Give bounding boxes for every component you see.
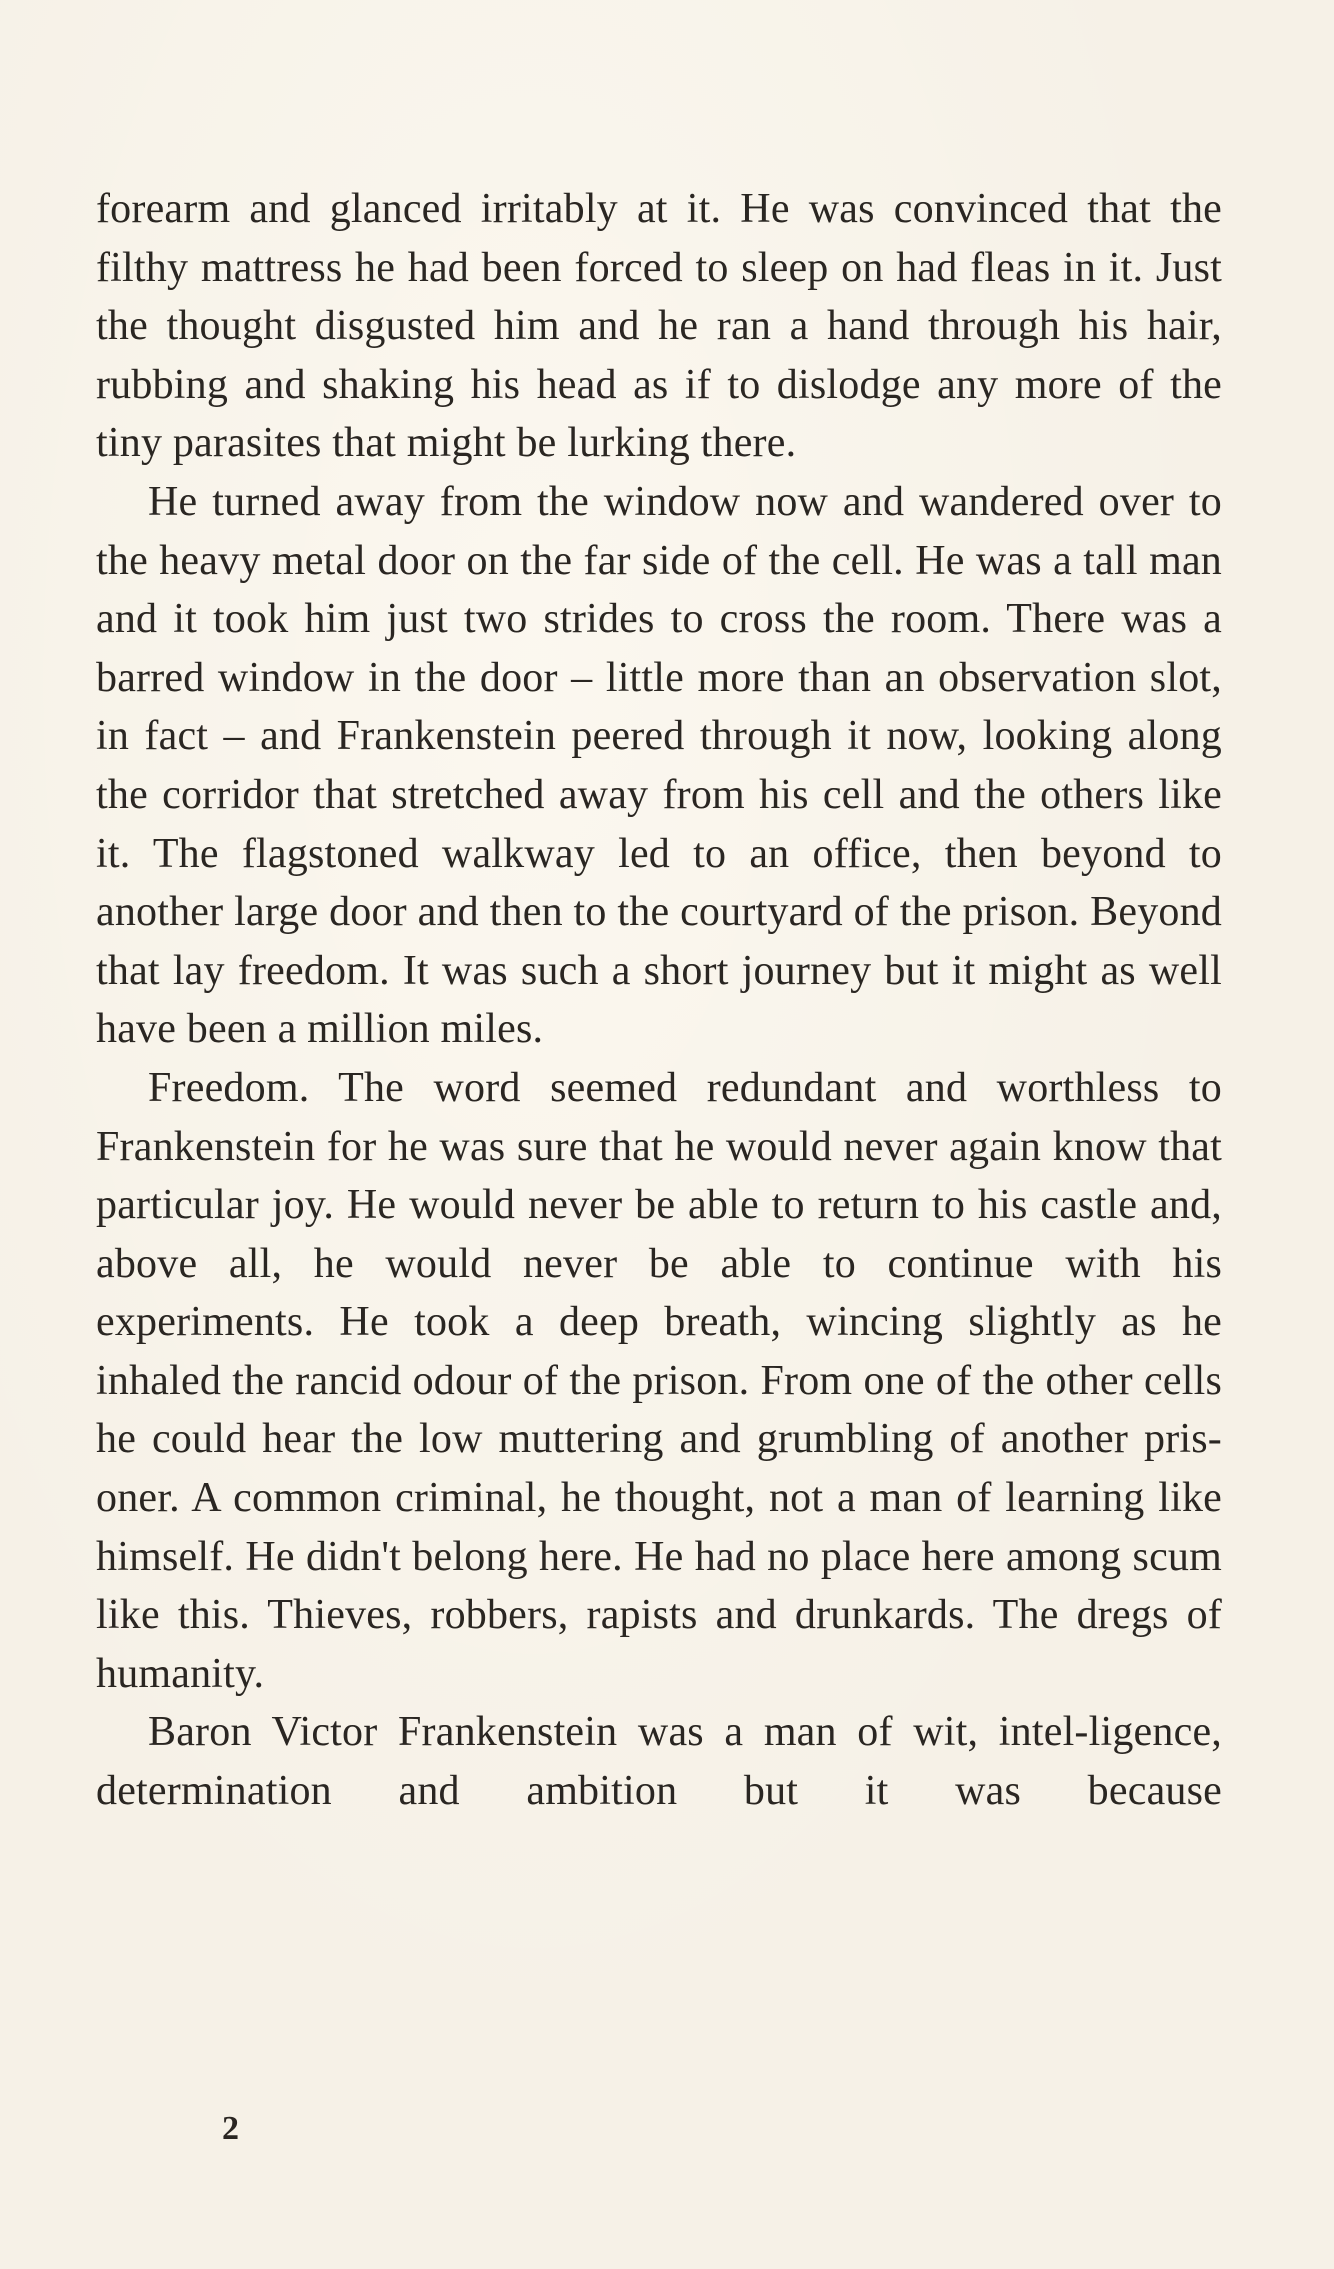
paragraph-4: Baron Victor Frankenstein was a man of wit, intel-ligence, determination and ambition but it was because xyxy=(96,1709,1222,1815)
paragraph-2: He turned away from the window now and wandered over to the heavy metal door on the far side of the cell. He was a tall man and it took him just two strides to cross the room. There was a barred window in the door – little more than an observation slot, in fact – and Frankenstein peered through it now, looking along the corridor that stretched away from his cell and the others like it. The flagstoned walkway led to an office, then beyond to another large door and then to the courtyard of the prison. Beyond that lay freedom. It was such a short journey but it might as well have been a million miles. xyxy=(96,478,1222,1053)
paragraph-3: Freedom. The word seemed redundant and worthless to Frankenstein for he was sure that he would never again know that particular joy. He would never be able to return to his castle and, above all, he would never be able to continue with his experiments. He took a deep breath, wincing slightly as he inhaled the rancid odour of the prison. From one of the other cells he could hear the low muttering and grumbling of another pris-oner. A common criminal, he thought, not a man of learning like himself. He didn't belong here. He had no place here among scum like this. Thieves, robbers, rapists and drunkards. The dregs of humanity. xyxy=(96,1064,1222,1697)
page-number: 2 xyxy=(222,2110,239,2147)
paragraph-1: forearm and glanced irritably at it. He was convinced that the filthy mattress he had been forced to sleep on had fleas in it. Just the thought disgusted him and he ran a hand through his hair, rubbing and shaking his head as if to dislodge any more of the tiny parasites that might be lurking there. xyxy=(96,186,1222,467)
body-text xyxy=(96,180,1222,1821)
